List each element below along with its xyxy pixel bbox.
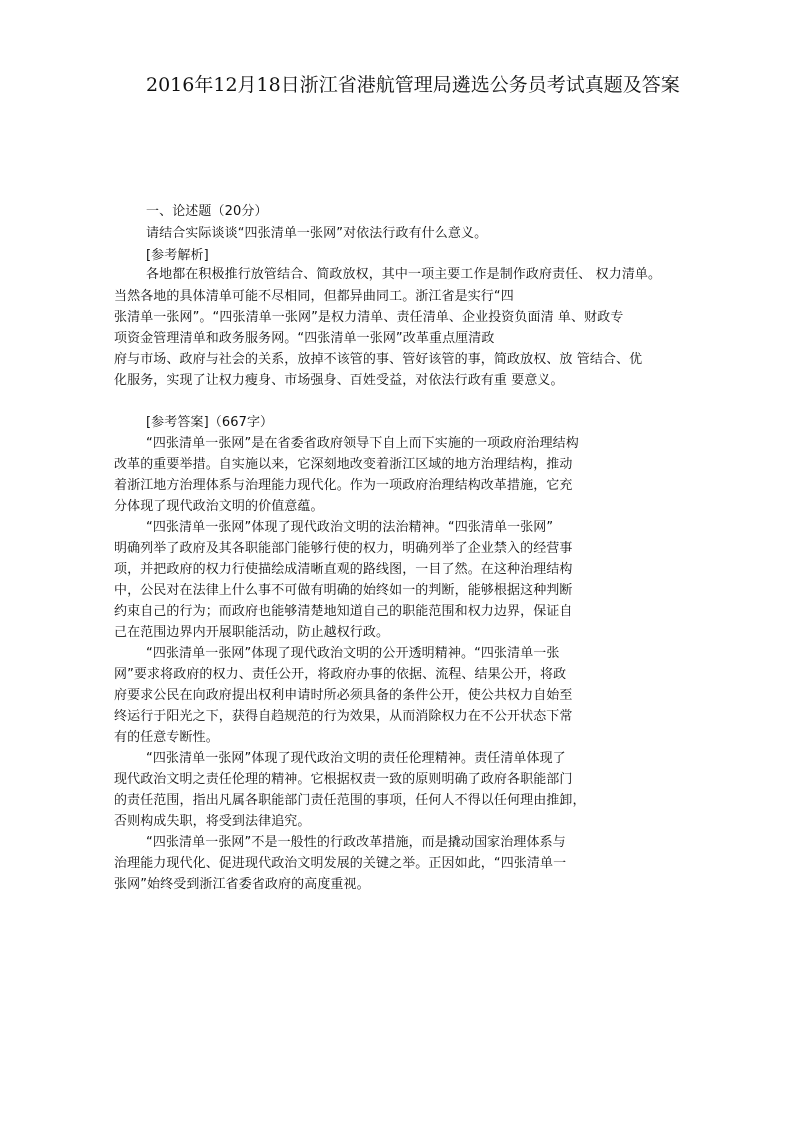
question-prompt: 请结合实际谈谈“四张清单一张网”对依法行政有什么意义。 <box>146 226 488 241</box>
analysis-line: 府与市场、政府与社会的关系，放掉不该管的事、管好该管的事，简政放权、放 管结合、优 <box>114 352 643 367</box>
answer-line: “四张清单一张网”体现了现代政治文明的法治精神。“四张清单一张网” <box>146 520 554 535</box>
answer-label: [参考答案]（667字） <box>146 415 274 430</box>
answer-line: 的责任范围，指出凡属各职能部门责任范围的事项，任何人不得以任何理由推卸， <box>114 793 586 808</box>
answer-line: 终运行于阳光之下，获得自趋规范的行为效果，从而消除权力在不公开状态下常 <box>114 709 573 724</box>
analysis-line: 各地都在积极推行放管结合、简政放权，其中一项主要工作是制作政府责任、 权力清单。 <box>146 267 662 282</box>
answer-line: 网”要求将政府的权力、责任公开，将政府办事的依据、流程、结果公开，将政 <box>114 667 567 682</box>
analysis-line: 张清单一张网”。“四张清单一张网”是权力清单、责任清单、企业投资负面清 单、财政专 <box>114 310 624 325</box>
answer-line: 约束自己的行为；而政府也能够清楚地知道自己的职能范围和权力边界，保证自 <box>114 604 573 619</box>
answer-line: 项，并把政府的权力行使描绘成清晰直观的路线图，一目了然。在这种治理结构 <box>114 562 573 577</box>
answer-line: 否则构成失职，将受到法律追究。 <box>114 814 311 829</box>
answer-line: “四张清单一张网”体现了现代政治文明的责任伦理精神。责任清单体现了 <box>146 751 566 766</box>
analysis-line: 当然各地的具体清单可能不尽相同，但都异曲同工。浙江省是实行“四 <box>114 289 514 304</box>
answer-line: 中，公民对在法律上什么事不可做有明确的始终如一的判断，能够根据这种判断 <box>114 583 573 598</box>
answer-line: “四张清单一张网”是在省委省政府领导下自上而下实施的一项政府治理结构 <box>146 436 579 451</box>
analysis-line: 化服务，实现了让权力瘦身、市场强身、百姓受益，对依法行政有重 要意义。 <box>114 373 564 388</box>
answer-line: 有的任意专断性。 <box>114 730 219 745</box>
answer-line: 明确列举了政府及其各职能部门能够行使的权力，明确列举了企业禁入的经营事 <box>114 541 573 556</box>
question-heading: 一、论述题（20分） <box>146 204 268 219</box>
answer-line: “四张清单一张网”体现了现代政治文明的公开透明精神。“四张清单一张 <box>146 646 560 661</box>
analysis-line: 项资金管理清单和政务服务网。“四张清单一张网”改革重点厘清政 <box>114 331 495 346</box>
document-title: 2016年12月18日浙江省港航管理局遴选公务员考试真题及答案 <box>146 74 680 96</box>
answer-line: 己在范围边界内开展职能活动，防止越权行政。 <box>114 625 390 640</box>
answer-line: 改革的重要举措。自实施以来，它深刻地改变着浙江区域的地方治理结构，推动 <box>114 457 573 472</box>
analysis-label: [参考解析] <box>146 248 209 263</box>
answer-line: 分体现了现代政治文明的价值意蕴。 <box>114 499 324 514</box>
answer-line: 治理能力现代化、促进现代政治文明发展的关键之举。正因如此，“四张清单一 <box>114 856 567 871</box>
answer-line: 着浙江地方治理体系与治理能力现代化。作为一项政府治理结构改革措施，它充 <box>114 478 573 493</box>
answer-line: 现代政治文明之责任伦理的精神。它根据权责一致的原则明确了政府各职能部门 <box>114 772 573 787</box>
answer-line: 张网”始终受到浙江省委省政府的高度重视。 <box>114 877 370 892</box>
answer-line: “四张清单一张网”不是一般性的行政改革措施，而是撬动国家治理体系与 <box>146 835 566 850</box>
answer-line: 府要求公民在向政府提出权利申请时所必须具备的条件公开，使公共权力自始至 <box>114 688 573 703</box>
